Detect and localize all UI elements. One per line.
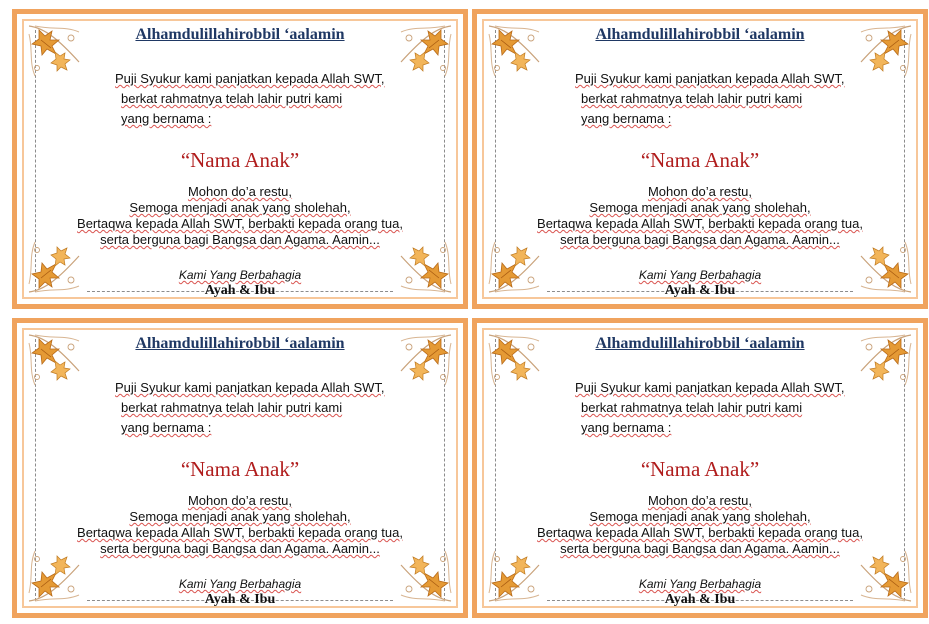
- parents-name: Ayah & Ibu: [664, 283, 736, 298]
- prayer-line: serta berguna bagi Bangsa dan Agama. Aamin...: [100, 541, 380, 556]
- intro-line: yang bernama :: [121, 420, 212, 435]
- invitation-card: [12, 9, 468, 309]
- intro-line: yang bernama :: [581, 420, 672, 435]
- signoff: Kami Yang Berbahagia: [178, 577, 302, 591]
- intro-line: berkat rahmatnya telah lahir putri kami: [581, 400, 803, 415]
- intro-line: yang bernama :: [121, 111, 212, 126]
- parents-name: Ayah & Ibu: [204, 592, 276, 607]
- invitation-card: [472, 318, 928, 618]
- child-name: “Nama Anak”: [640, 148, 760, 172]
- card-heading: Alhamdulillahirobbil ‘aalamin: [135, 26, 345, 43]
- card-heading: Alhamdulillahirobbil ‘aalamin: [595, 26, 805, 43]
- parents-name: Ayah & Ibu: [664, 592, 736, 607]
- prayer-line: Mohon do’a restu,: [647, 184, 753, 199]
- prayer-line: serta berguna bagi Bangsa dan Agama. Aamin...: [560, 232, 840, 247]
- card-heading: Alhamdulillahirobbil ‘aalamin: [595, 335, 805, 352]
- child-name: “Nama Anak”: [180, 148, 300, 172]
- prayer-line: Semoga menjadi anak yang sholehah,: [129, 200, 351, 215]
- signoff: Kami Yang Berbahagia: [638, 268, 762, 282]
- prayer-line: Bertaqwa kepada Allah SWT, berbakti kepada orang tua,: [537, 525, 863, 540]
- prayer-line: Mohon do’a restu,: [647, 493, 753, 508]
- intro-line: Puji Syukur kami panjatkan kepada Allah SWT,: [115, 380, 385, 395]
- prayer-line: Bertaqwa kepada Allah SWT, berbakti kepada orang tua,: [537, 216, 863, 231]
- child-name: “Nama Anak”: [180, 457, 300, 481]
- intro-line: Puji Syukur kami panjatkan kepada Allah SWT,: [575, 71, 845, 86]
- parents-name: Ayah & Ibu: [204, 283, 276, 298]
- invitation-card: [472, 9, 928, 309]
- intro-line: Puji Syukur kami panjatkan kepada Allah SWT,: [115, 71, 385, 86]
- child-name: “Nama Anak”: [640, 457, 760, 481]
- prayer-line: Semoga menjadi anak yang sholehah,: [589, 200, 811, 215]
- prayer-line: Bertaqwa kepada Allah SWT, berbakti kepada orang tua,: [77, 525, 403, 540]
- prayer-line: Mohon do’a restu,: [187, 493, 293, 508]
- prayer-line: serta berguna bagi Bangsa dan Agama. Aamin...: [100, 232, 380, 247]
- prayer-line: Bertaqwa kepada Allah SWT, berbakti kepada orang tua,: [77, 216, 403, 231]
- intro-line: berkat rahmatnya telah lahir putri kami: [581, 91, 803, 106]
- prayer-line: Semoga menjadi anak yang sholehah,: [129, 509, 351, 524]
- invitation-card: [12, 318, 468, 618]
- signoff: Kami Yang Berbahagia: [638, 577, 762, 591]
- intro-line: berkat rahmatnya telah lahir putri kami: [121, 91, 343, 106]
- intro-line: Puji Syukur kami panjatkan kepada Allah SWT,: [575, 380, 845, 395]
- intro-line: berkat rahmatnya telah lahir putri kami: [121, 400, 343, 415]
- prayer-line: serta berguna bagi Bangsa dan Agama. Aamin...: [560, 541, 840, 556]
- intro-line: yang bernama :: [581, 111, 672, 126]
- card-heading: Alhamdulillahirobbil ‘aalamin: [135, 335, 345, 352]
- prayer-line: Semoga menjadi anak yang sholehah,: [589, 509, 811, 524]
- signoff: Kami Yang Berbahagia: [178, 268, 302, 282]
- prayer-line: Mohon do’a restu,: [187, 184, 293, 199]
